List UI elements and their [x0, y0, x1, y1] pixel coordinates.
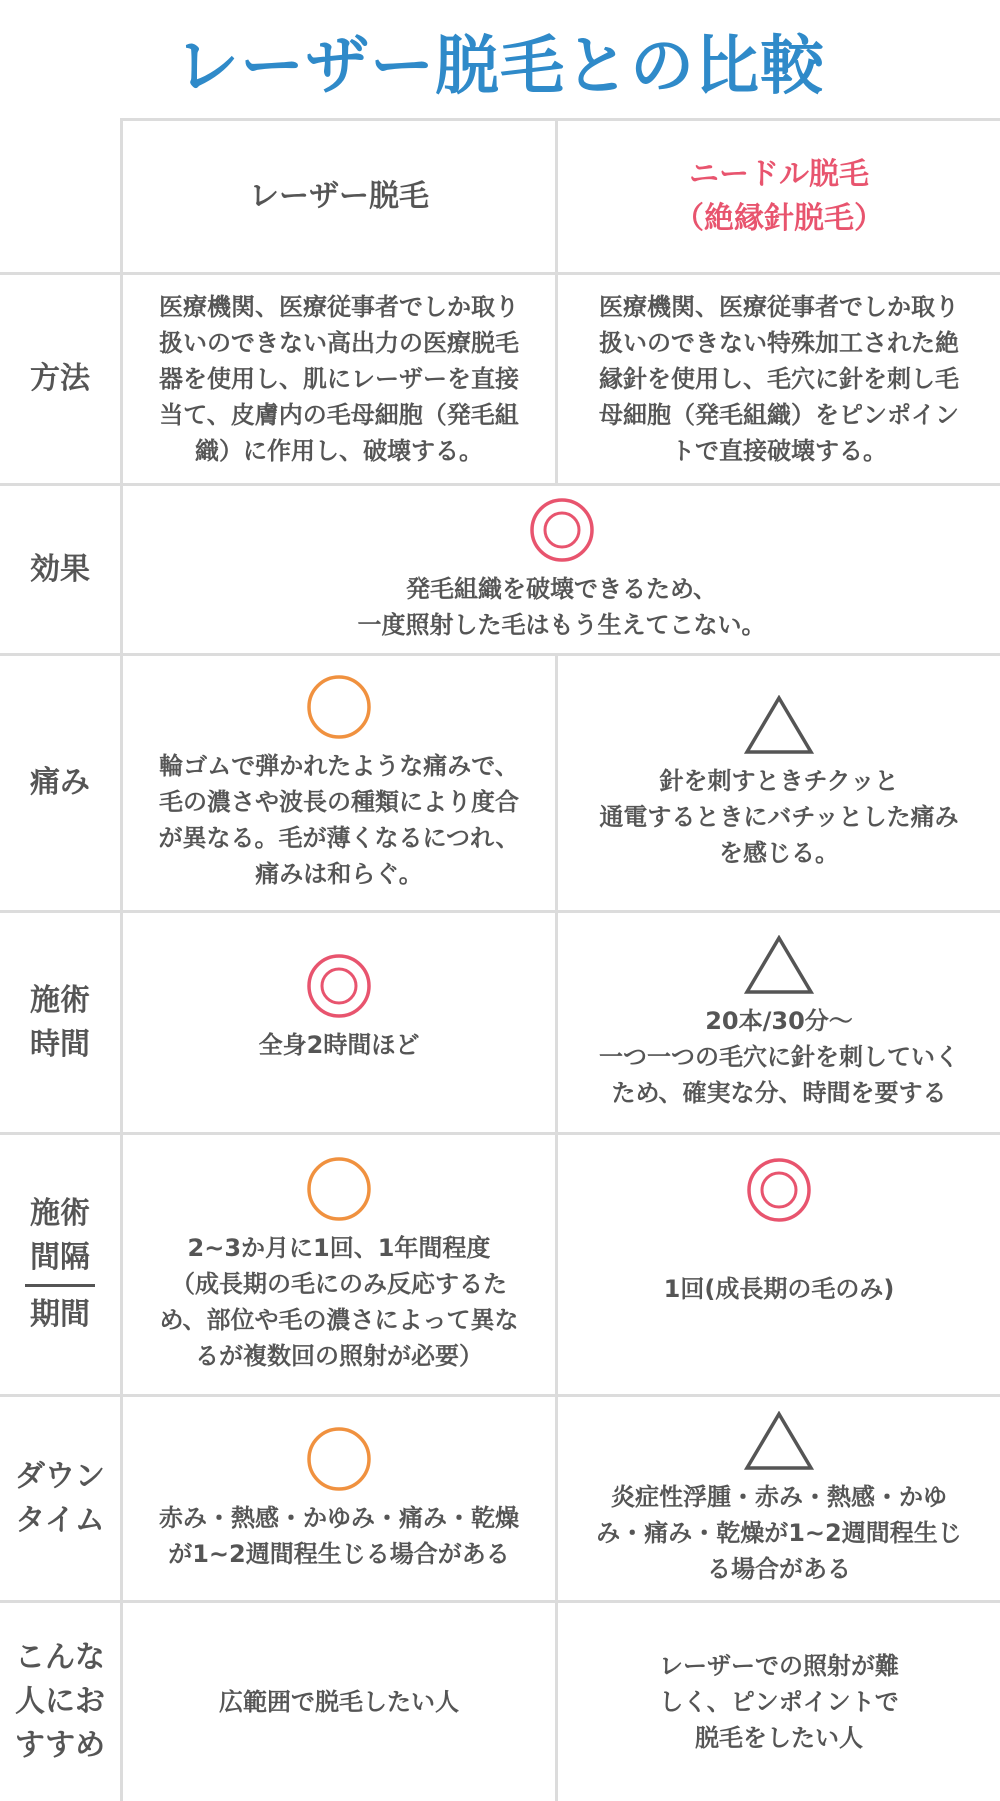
downtime-needle-cell — [558, 1397, 1000, 1600]
effect-text: 発毛組織を破壊できるため、 一度照射した毛はもう生えてこない。 — [357, 574, 766, 639]
row-label-time — [0, 913, 120, 1132]
method-needle-text: 医療機関、医療従事者でしか取り 扱いのできない特殊加工された絶 縁針を使用し、毛穴に針を刺し毛 母細胞（発毛組織）をピンポイン トで直接破壊する。 — [599, 293, 959, 465]
interval-laser-text: 2~3か月に1回、1年間程度 （成長期の毛にのみ反応するた め、部位や毛の濃さによって異な るが複数回の照射が必要） — [159, 1233, 519, 1370]
row-label-recommend — [0, 1603, 120, 1801]
row-label-text: 痛み — [30, 765, 90, 800]
header-needle-line1: ニードル脱毛 — [689, 156, 869, 192]
interval-laser-cell — [123, 1135, 555, 1394]
row-label-line: こんな — [15, 1640, 105, 1675]
row-label-line: 施術 — [30, 1196, 90, 1231]
circle-icon — [306, 1426, 372, 1492]
label-separator — [25, 1284, 95, 1287]
header-laser-text: レーザー脱毛 — [249, 178, 429, 214]
circle-icon — [306, 1156, 372, 1222]
recommend-needle-text: レーザーでの照射が難 しく、ピンポイントで 脱毛をしたい人 — [659, 1652, 899, 1752]
pain-laser-cell — [123, 656, 555, 910]
row-label-line: ダウン — [15, 1458, 105, 1494]
row-label-text: 方法 — [30, 361, 90, 396]
row-label-effect — [0, 486, 120, 653]
row-label-line: 期間 — [30, 1297, 90, 1332]
header-laser — [123, 121, 555, 272]
time-laser-text: 全身2時間ほど — [258, 1030, 420, 1059]
row-label-line: 間隔 — [30, 1240, 90, 1275]
downtime-needle-text: 炎症性浮腫・赤み・熱感・かゆ み・痛み・乾燥が1~2週間程生じ る場合がある — [596, 1482, 962, 1583]
triangle-icon — [744, 695, 814, 755]
pain-needle-text: 針を刺すときチクッと 通電するときにバチッとした痛み を感じる。 — [599, 767, 959, 867]
row-label-line: 時間 — [30, 1026, 90, 1062]
recommend-laser-text: 広範囲で脱毛したい人 — [219, 1688, 459, 1716]
double-circle-icon — [746, 1157, 812, 1223]
row-label-line: 人にお — [15, 1684, 105, 1719]
interval-needle-text: 1回(成長期の毛のみ) — [663, 1275, 895, 1303]
triangle-icon — [744, 1411, 814, 1471]
circle-icon — [306, 674, 372, 740]
row-label-interval — [0, 1135, 120, 1394]
triangle-icon — [744, 935, 814, 995]
row-label-line: すすめ — [14, 1728, 106, 1763]
pain-laser-text: 輪ゴムで弾かれたような痛みで、 毛の濃さや波長の種類により度合 が異なる。毛が薄くなるにつれ、 痛みは和らぐ。 — [158, 752, 520, 888]
recommend-laser-cell — [123, 1603, 555, 1801]
downtime-laser-text: 赤み・熱感・かゆみ・痛み・乾燥 が1~2週間程生じる場合がある — [159, 1503, 519, 1568]
header-needle-line2: （絶縁針脱毛） — [674, 200, 884, 236]
time-needle-cell — [558, 913, 1000, 1132]
row-label-line: 施術 — [30, 982, 90, 1018]
header-needle — [558, 121, 1000, 272]
time-laser-cell — [123, 913, 555, 1132]
row-label-pain — [0, 656, 120, 910]
method-laser-text: 医療機関、医療従事者でしか取り 扱いのできない高出力の医療脱毛 器を使用し、肌にレーザーを直接 当て、皮膚内の毛母細胞（発毛組 織）に作用し、破壊する。 — [159, 293, 519, 465]
time-needle-text: 20本/30分～ 一つ一つの毛穴に針を刺していく ため、確実な分、時間を要する — [599, 1006, 959, 1107]
method-needle-cell — [558, 275, 1000, 483]
effect-cell — [123, 486, 1000, 653]
double-circle-icon — [306, 953, 372, 1019]
row-label-method — [0, 275, 120, 483]
method-laser-cell — [123, 275, 555, 483]
row-label-line: タイム — [15, 1502, 105, 1538]
interval-needle-cell — [558, 1135, 1000, 1394]
pain-needle-cell — [558, 656, 1000, 910]
recommend-needle-cell — [558, 1603, 1000, 1801]
page-title: レーザー脱毛との比較 — [175, 30, 825, 104]
row-label-text: 効果 — [30, 551, 90, 587]
row-label-downtime — [0, 1397, 120, 1600]
double-circle-icon — [529, 497, 595, 563]
downtime-laser-cell — [123, 1397, 555, 1600]
